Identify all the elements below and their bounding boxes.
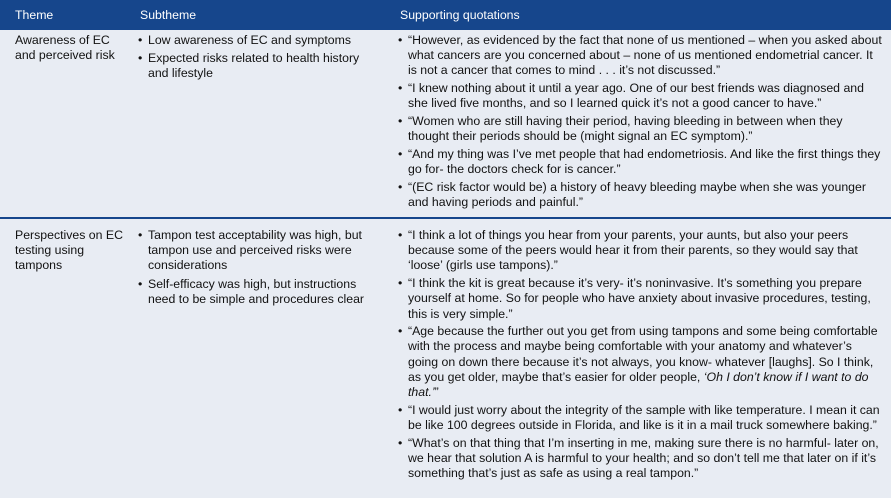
quotation-item: • “However, as evidenced by the fact that none of us mentioned – when you asked about what cancers are you concerned about – none of us mentioned endometrial cancer. It is not a cancer that comes to mind . . . it’s not discussed.” [398,33,884,79]
quotation-item: • “I think the kit is great because it’s very- it’s noninvasive. It’s something you prepare yourself at home. So for people who have anxiety about invasive procedures, testing, this is very simple.” [398,276,884,322]
table-row-perspectives [0,217,891,498]
quotation-item: • “I knew nothing about it until a year ago. One of our best friends was diagnosed and she lived five months, and so I learned quick it’s not a good cancer to have.” [398,81,884,111]
quotation-item: • “And my thing was I’ve met people that had endometriosis. And like the first things they go for- the doctors check for is cancer.” [398,147,884,177]
subtheme-item: • Self-efficacy was high, but instructions need to be simple and procedures clear [138,277,383,307]
quotation-close-mark: ” [434,385,439,400]
header-subtheme: Subtheme [140,8,197,22]
quotation-italic-text: ‘Oh I don’t know if I want to do that.’ [408,369,869,400]
quotation-list [398,228,884,484]
table-header-row [0,0,891,30]
quotation-item: • “I think a lot of things you hear from your parents, your aunts, but also your peers because some of the peers would hear it from their parents, so they would say that ‘loose’ (girls use tampons).” [398,228,884,274]
subtheme-list [138,33,383,85]
subtheme-item: • Expected risks related to health history and lifestyle [138,51,383,81]
quotation-list [398,33,884,213]
quotation-text: “Age because the further out you get from using tampons and some being comfortable with the process and maybe being comfortable with your anatomy and whatever’s going on down there because it’s not always, you know- whatever [laughs]. So I think, as you get older, maybe that’s easier for older people, [408,324,878,384]
theme-cell: Perspectives on EC testing using tampons [15,228,123,273]
quotation-item: • “I would just worry about the integrity of the sample with like temperature. I mean it can be like 100 degrees outside in Florida, and like is it in a mail truck somewhere baking.” [398,403,884,433]
theme-cell: Awareness of EC and perceived risk [15,33,115,63]
subtheme-item: • Low awareness of EC and symptoms [138,33,383,48]
quotation-item [398,324,884,400]
header-theme: Theme [15,8,54,22]
header-supporting-quotations: Supporting quotations [400,8,520,22]
subtheme-item: • Tampon test acceptability was high, but tampon use and perceived risks were considerations [138,228,383,274]
quotation-item: • “Women who are still having their period, having bleeding in between when they thought their periods should be (might signal an EC symptom).” [398,114,884,144]
table-row-awareness [0,30,891,217]
quotation-item: • “What’s on that thing that I’m inserting in me, making sure there is no harmful- later on, we hear that solution A is harmful to your health; and so don’t tell me that later on if it’s something that’s just as safe as using a real tampon.” [398,436,884,482]
subtheme-list [138,228,383,310]
quotation-item: • “(EC risk factor would be) a history of heavy bleeding maybe when she was younger and having periods and painful.” [398,180,884,210]
